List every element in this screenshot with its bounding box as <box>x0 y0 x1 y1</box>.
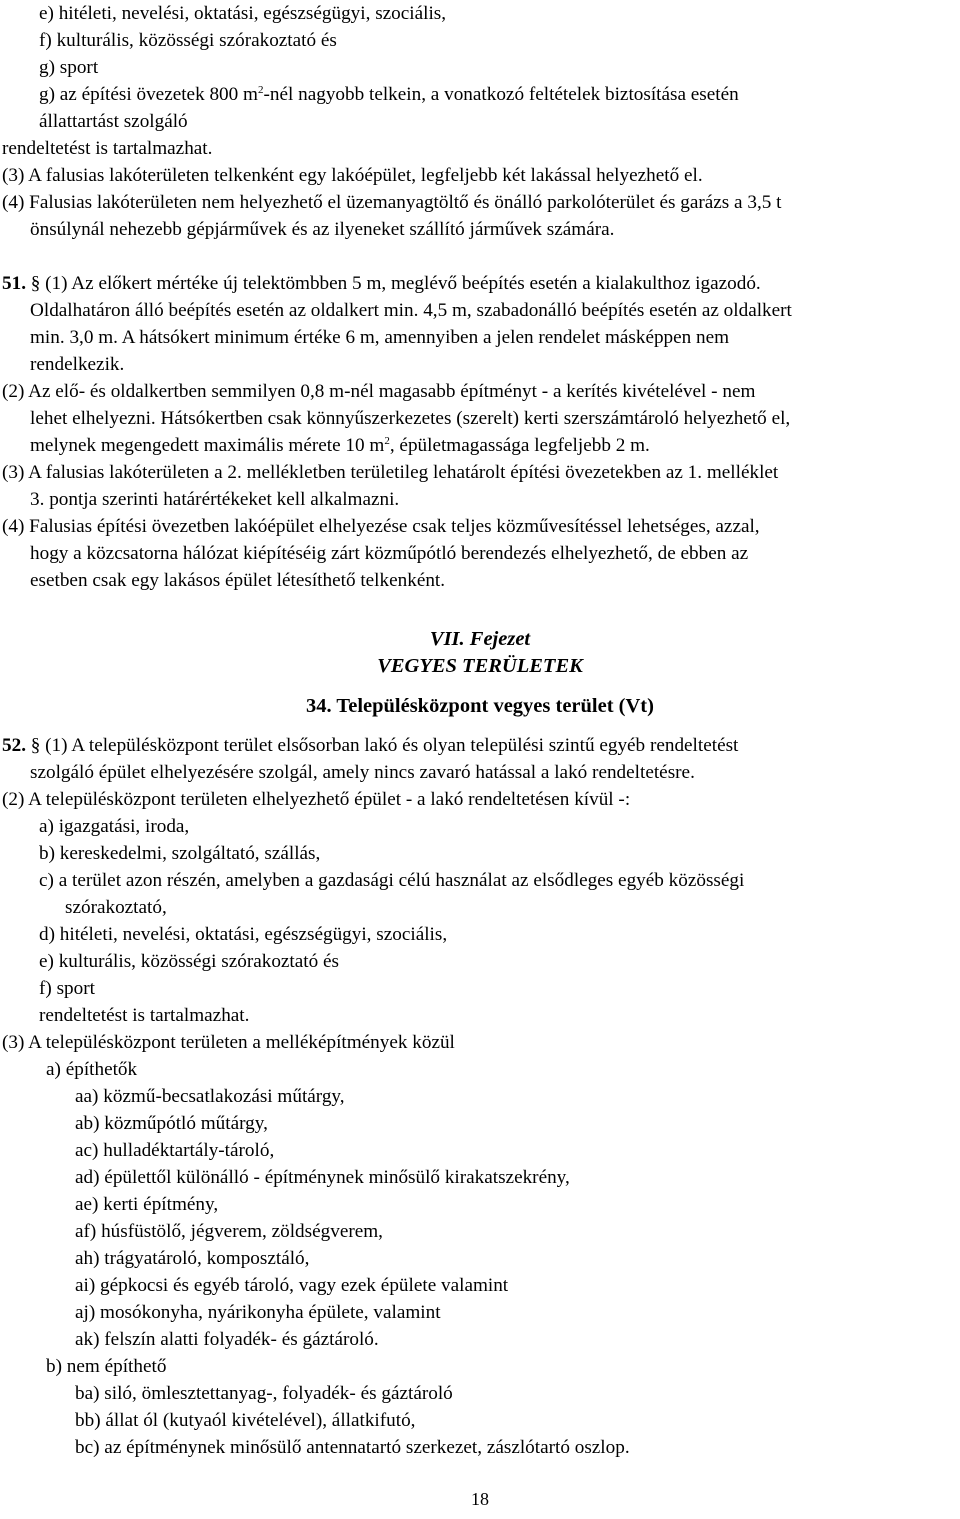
list-item: aj) mosókonyha, nyárikonyha épülete, valamint <box>75 1302 441 1323</box>
list-item: c) a terület azon részén, amelyben a gazdasági célú használat az elsődleges egyéb közösségi <box>39 870 745 891</box>
text-fragment: -nél nagyobb telkein, a vonatkozó feltételek biztosítása esetén <box>263 84 739 105</box>
text-line: (4) Falusias építési övezetben lakóépület elhelyezése csak teljes közművesítéssel lehetséges, azzal, <box>2 516 760 537</box>
section-52-line <box>2 734 956 758</box>
text-line: esetben csak egy lakásos épület létesíthető telkenként. <box>30 570 446 591</box>
text-fragment: (1) A településközpont terület elsősorban lakó és olyan települési szintű egyéb rendeltetést <box>45 735 739 756</box>
list-item: f) sport <box>39 978 95 999</box>
text-fragment: melynek megengedett maximális mérete 10 m <box>30 435 385 456</box>
list-item: a) igazgatási, iroda, <box>39 816 190 837</box>
superscript: 2 <box>257 84 264 96</box>
text-fragment: g) az építési övezetek 800 m <box>39 84 258 105</box>
list-item: b) kereskedelmi, szolgáltató, szállás, <box>39 843 321 864</box>
text-line: (3) A településközpont területen a melléképítmények közül <box>2 1032 455 1053</box>
text-line: 3. pontja szerinti határértékeket kell alkalmazni. <box>30 489 400 510</box>
text-line: (3) A falusias lakóterületen telkenként egy lakóépület, legfeljebb két lakással helyezhető el. <box>2 165 703 186</box>
list-item: szórakoztató, <box>65 897 167 918</box>
list-item: ae) kerti építmény, <box>75 1194 219 1215</box>
list-item: af) húsfüstölő, jégverem, zöldségverem, <box>75 1221 383 1242</box>
section-number: 51. <box>2 273 26 294</box>
chapter-heading: VII. Fejezet <box>429 628 531 650</box>
text-line <box>30 434 650 458</box>
list-item: bc) az építménynek minősülő antennatartó szerkezet, zászlótartó oszlop. <box>75 1437 630 1458</box>
section-sign-icon: § <box>25 273 46 294</box>
list-label: a) építhetők <box>46 1059 138 1080</box>
text-line: f) kulturális, közösségi szórakoztató és <box>39 30 337 51</box>
text-fragment: , épületmagassága legfeljebb 2 m. <box>389 435 650 456</box>
text-line: (3) A falusias lakóterületen a 2. mellékletben területileg lehatárolt építési övezetekben az 1. melléklet <box>2 462 779 483</box>
section-sign-icon: § <box>25 735 46 756</box>
list-item: ai) gépkocsi és egyéb tároló, vagy ezek épülete valamint <box>75 1275 509 1296</box>
section-title: 34. Településközpont vegyes terület (Vt) <box>306 695 654 717</box>
list-item: aa) közmű-becsatlakozási műtárgy, <box>75 1086 345 1107</box>
chapter-title: VEGYES TERÜLETEK <box>377 655 583 677</box>
text-line: szolgáló épület elhelyezésére szolgál, amely nincs zavaró hatással a lakó rendeltetésre. <box>30 762 695 783</box>
list-item: ac) hulladéktartály-tároló, <box>75 1140 275 1161</box>
list-item: ah) trágyatároló, komposztáló, <box>75 1248 310 1269</box>
list-item: ab) közműpótló műtárgy, <box>75 1113 268 1134</box>
list-item: d) hitéleti, nevelési, oktatási, egészségügyi, szociális, <box>39 924 448 945</box>
list-item: ad) épülettől különálló - építménynek minősülő kirakatszekrény, <box>75 1167 570 1188</box>
list-item: bb) állat ól (kutyaól kivételével), állatkifutó, <box>75 1410 416 1431</box>
text-line: e) hitéleti, nevelési, oktatási, egészségügyi, szociális, <box>39 3 447 24</box>
text-line: önsúlynál nehezebb gépjárművek és az ilyeneket szállító járművek számára. <box>30 219 615 240</box>
section-51-line <box>2 272 956 296</box>
text-line: Oldalhatáron álló beépítés esetén az oldalkert min. 4,5 m, szabadonálló beépítés esetén az oldalkert <box>30 300 792 321</box>
section-number: 52. <box>2 735 26 756</box>
list-item: e) kulturális, közösségi szórakoztató és <box>39 951 339 972</box>
list-item: rendeltetést is tartalmazhat. <box>39 1005 250 1026</box>
text-line: (2) A településközpont területen elhelyezhető épület - a lakó rendeltetésen kívül -: <box>2 789 631 810</box>
text-line: (4) Falusias lakóterületen nem helyezhető el üzemanyagtöltő és önálló parkolóterület és garázs a 3,5 t <box>2 192 782 213</box>
text-fragment: (1) Az előkert mértéke új telektömbben 5 m, meglévő beépítés esetén a kialakulthoz igazodó. <box>45 273 761 294</box>
text-line: hogy a közcsatorna hálózat kiépítéséig zárt közműpótló berendezés elhelyezhető, de ebben az <box>30 543 749 564</box>
text-line: lehet elhelyezni. Hátsókertben csak könnyűszerkezetes (szerelt) kerti szerszámtároló helyezhető el, <box>30 408 791 429</box>
list-item: ba) siló, ömlesztettanyag-, folyadék- és gáztároló <box>75 1383 453 1404</box>
text-line: állattartást szolgáló <box>39 111 188 132</box>
text-line: g) sport <box>39 57 99 78</box>
text-line: rendeltetést is tartalmazhat. <box>2 138 213 159</box>
text-line: (2) Az elő- és oldalkertben semmilyen 0,8 m-nél magasabb építményt - a kerítés kivételével - nem <box>2 381 756 402</box>
list-label: b) nem építhető <box>46 1356 167 1377</box>
text-line: min. 3,0 m. A hátsókert minimum értéke 6 m, amennyiben a jelen rendelet másképpen nem <box>30 327 730 348</box>
superscript: 2 <box>384 435 390 447</box>
page-number: 18 <box>471 1489 489 1509</box>
list-item: ak) felszín alatti folyadék- és gáztároló. <box>75 1329 379 1350</box>
text-line: rendelkezik. <box>30 354 125 375</box>
text-line <box>39 83 955 107</box>
